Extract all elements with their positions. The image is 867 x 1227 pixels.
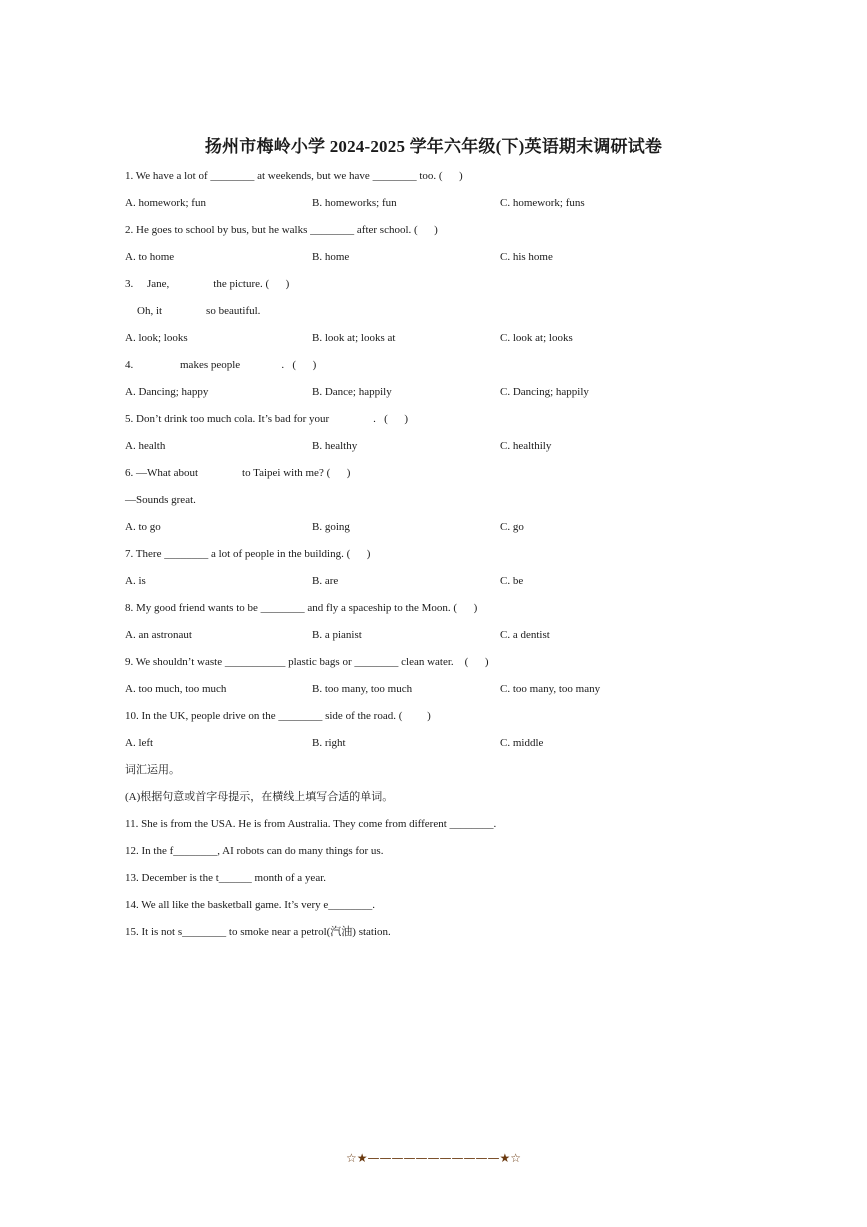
question-2-option-c: C. his home [500, 251, 553, 263]
section-instruction: (A)根据句意或首字母提示，在横线上填写合适的单词。 [125, 791, 394, 803]
question-3-option-c: C. look at; looks [500, 332, 573, 344]
question-6-stem: 6. —What about to Taipei with me? ( ) [125, 467, 351, 479]
question-4-option-a: A. Dancing; happy [125, 386, 209, 398]
question-10-option-a: A. left [125, 737, 154, 749]
question-7-stem: 7. There ________ a lot of people in the building. ( ) [125, 548, 371, 560]
question-8-option-b: B. a pianist [312, 629, 362, 641]
question-2-option-a: A. to home [125, 251, 175, 263]
question-8-option-c: C. a dentist [500, 629, 550, 641]
fill-question-15: 15. It is not s________ to smoke near a petrol(汽油) station. [125, 926, 391, 938]
question-9-option-a: A. too much, too much [125, 683, 227, 695]
question-1-option-a: A. homework; fun [125, 197, 206, 209]
exam-title: 扬州市梅岭小学 2024-2025 学年六年级(下)英语期末调研试卷 [204, 137, 663, 156]
question-7-option-b: B. are [312, 575, 339, 587]
question-10-option-b: B. right [312, 737, 346, 749]
question-2-option-b: B. home [312, 251, 350, 263]
question-1-option-c: C. homework; funs [500, 197, 585, 209]
question-6-option-c: C. go [500, 521, 524, 533]
question-4-option-b: B. Dance; happily [312, 386, 392, 398]
question-4-option-c: C. Dancing; happily [500, 386, 589, 398]
question-2-stem: 2. He goes to school by bus, but he walks ________ after school. ( ) [125, 224, 438, 236]
section-title: 词汇运用。 [125, 764, 180, 776]
fill-question-11: 11. She is from the USA. He is from Australia. They come from different ________. [125, 818, 497, 830]
question-9-option-b: B. too many, too much [312, 683, 413, 695]
footer-ornament: ☆★———————————★☆ [345, 1151, 522, 1165]
fill-question-13: 13. December is the t______ month of a year. [125, 872, 327, 884]
fill-question-12: 12. In the f________, AI robots can do many things for us. [125, 845, 384, 857]
question-10-stem: 10. In the UK, people drive on the ________ side of the road. ( ) [125, 710, 431, 722]
question-5-option-c: C. healthily [500, 440, 552, 452]
question-5-stem: 5. Don’t drink too much cola. It’s bad for your . ( ) [125, 413, 409, 425]
question-3-option-a: A. look; looks [125, 332, 188, 344]
question-8-stem: 8. My good friend wants to be ________ and fly a spaceship to the Moon. ( ) [125, 602, 478, 614]
question-9-option-c: C. too many, too many [500, 683, 601, 695]
question-6-stem-line-2: —Sounds great. [125, 494, 196, 506]
question-7-option-a: A. is [125, 575, 146, 587]
question-5-option-b: B. healthy [312, 440, 358, 452]
question-6-option-a: A. to go [125, 521, 161, 533]
question-3-stem: 3. Jane, the picture. ( ) [125, 278, 290, 290]
question-5-option-a: A. health [125, 440, 166, 452]
question-9-stem: 9. We shouldn’t waste ___________ plastic bags or ________ clean water. ( ) [125, 656, 489, 668]
question-3-option-b: B. look at; looks at [312, 332, 396, 344]
question-8-option-a: A. an astronaut [125, 629, 192, 641]
question-10-option-c: C. middle [500, 737, 544, 749]
question-4-stem: 4. makes people . ( ) [125, 359, 317, 371]
question-1-stem: 1. We have a lot of ________ at weekends, but we have ________ too. ( ) [125, 170, 463, 182]
fill-question-14: 14. We all like the basketball game. It’s very e________. [125, 899, 376, 911]
question-7-option-c: C. be [500, 575, 524, 587]
question-6-option-b: B. going [312, 521, 350, 533]
question-1-option-b: B. homeworks; fun [312, 197, 397, 209]
question-3-stem-line-2: Oh, it so beautiful. [137, 305, 261, 317]
